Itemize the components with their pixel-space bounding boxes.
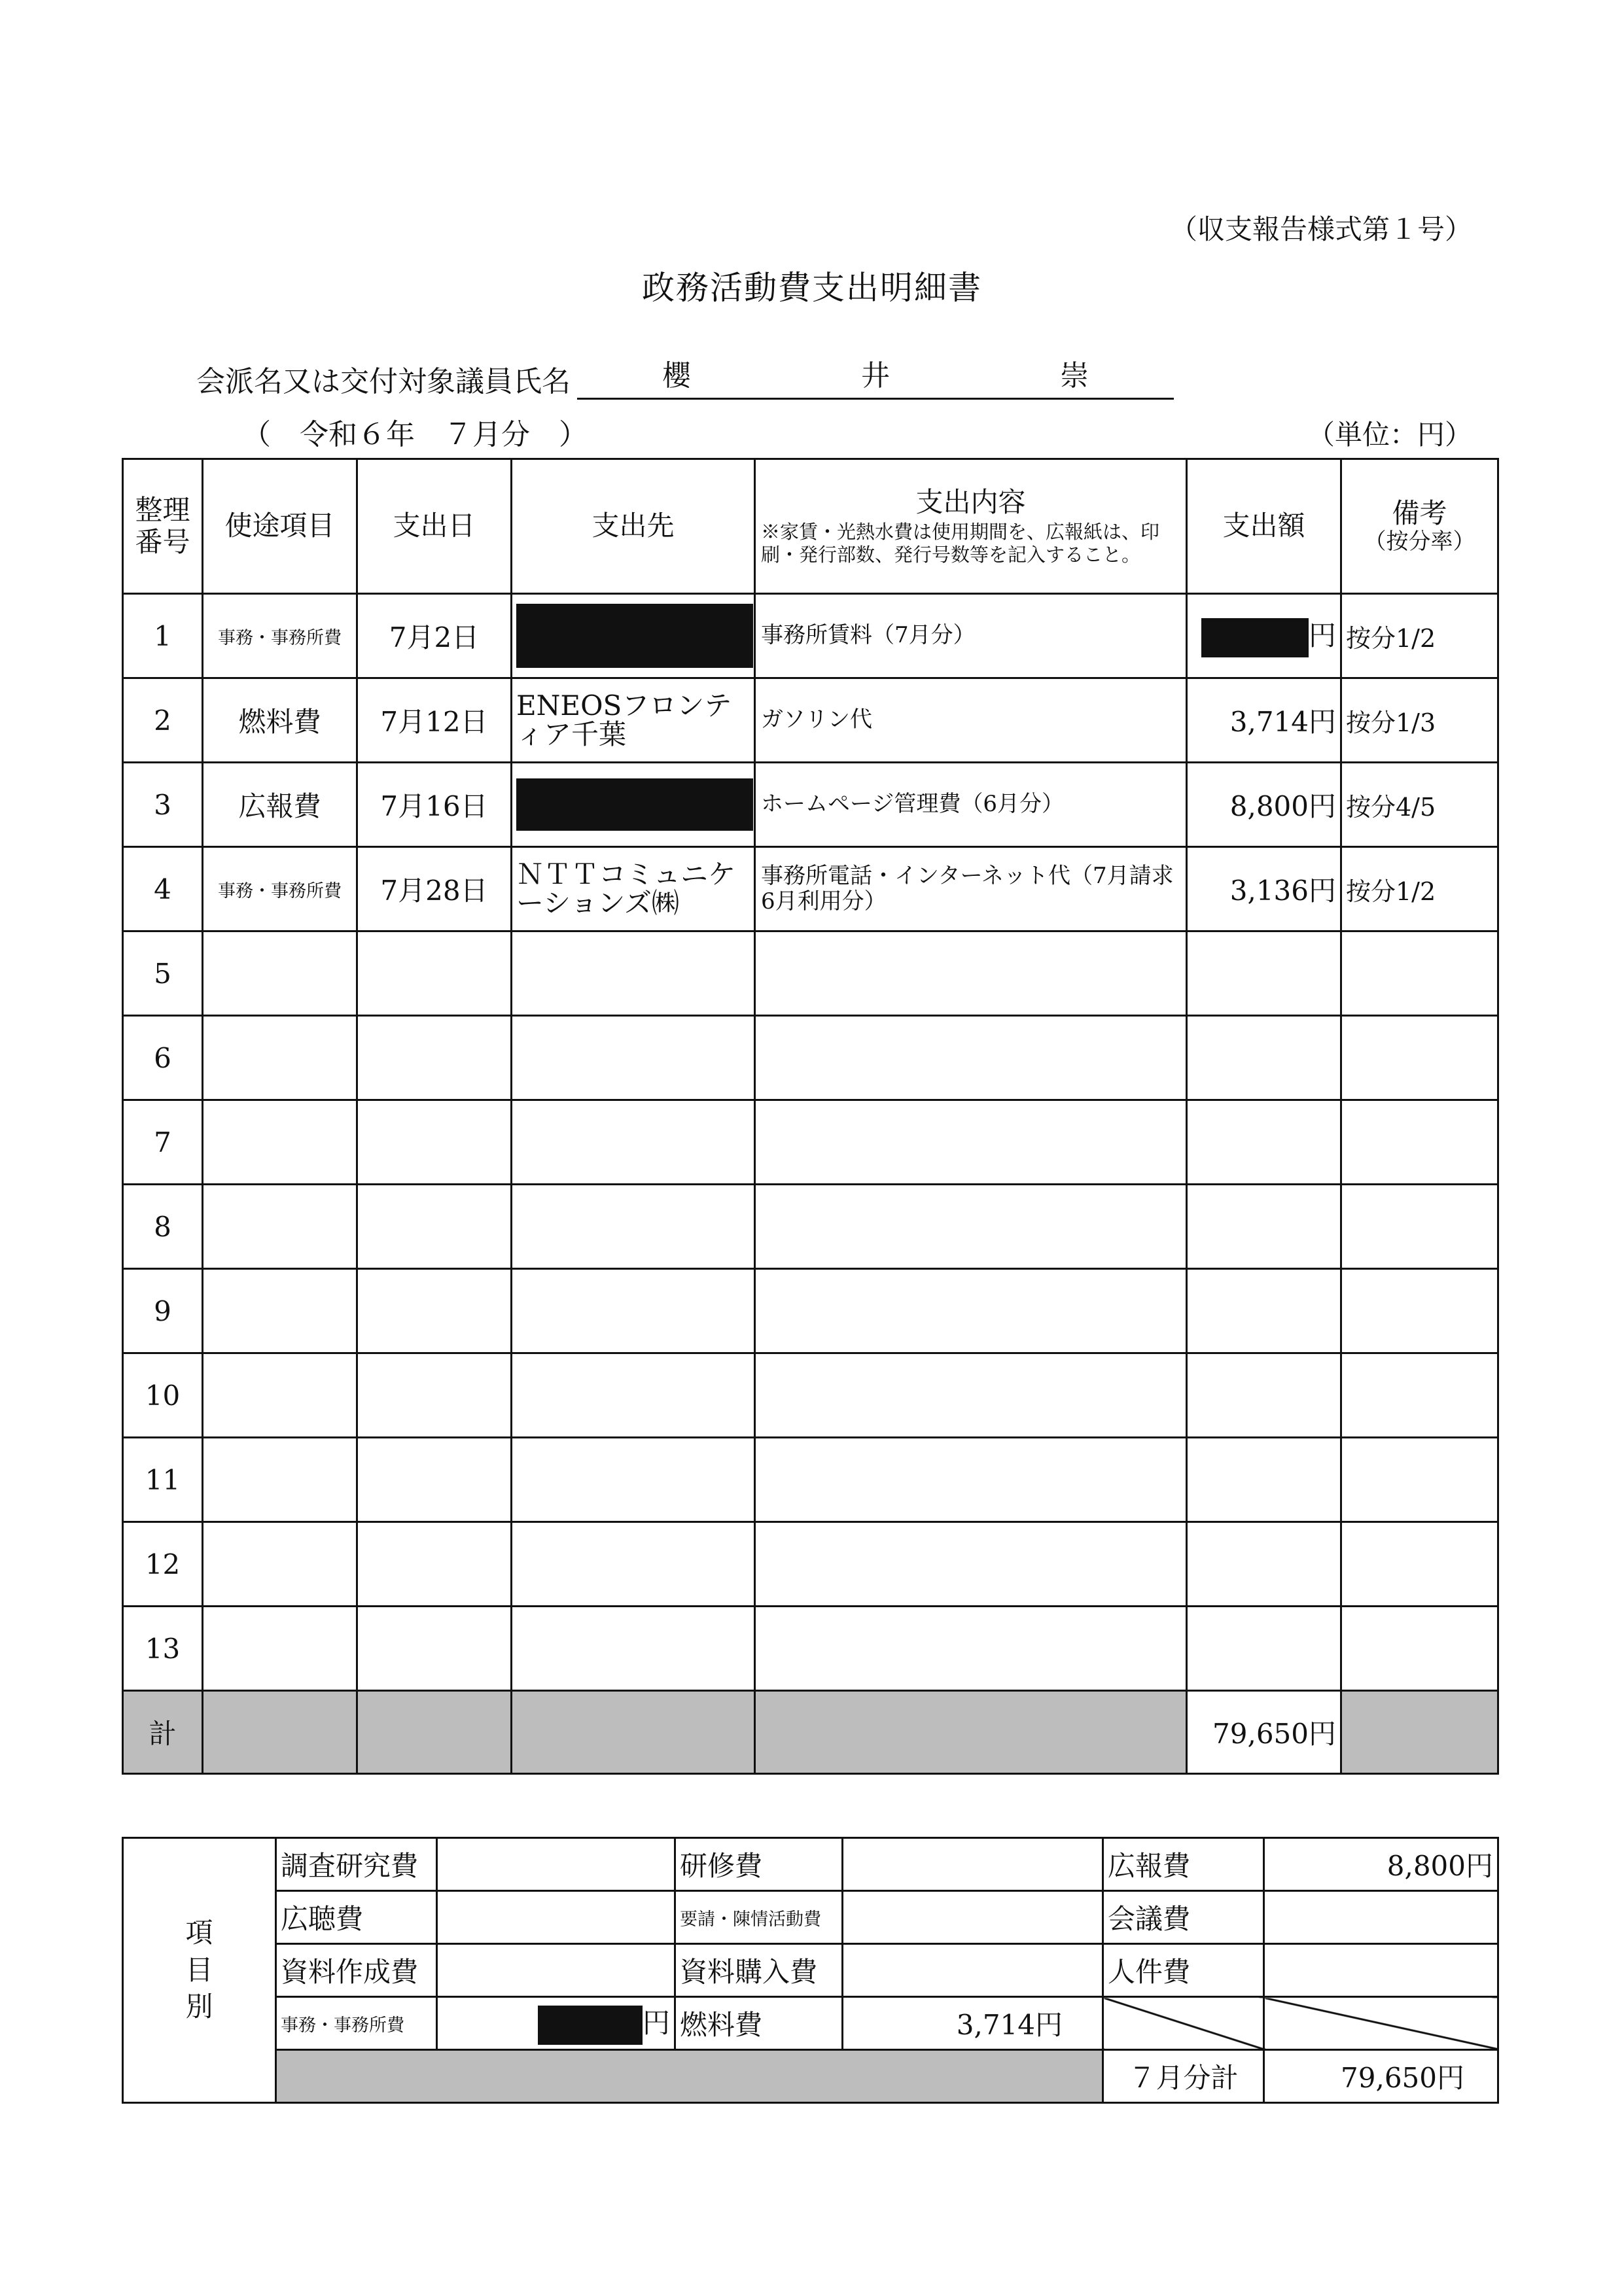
empty-cell xyxy=(512,1438,755,1522)
period: （ 令和６年 ７月分 ） xyxy=(242,418,588,451)
row-amount: 3,714円 xyxy=(1187,678,1341,763)
cat-label: 資料購入費 xyxy=(675,1944,843,1997)
shaded-cell xyxy=(276,2050,1103,2103)
cat-value xyxy=(843,1891,1103,1944)
row-remarks: 按分1/2 xyxy=(1341,847,1498,931)
row-content: ホームページ管理費（6月分） xyxy=(755,763,1187,847)
row-date: 7月16日 xyxy=(357,763,512,847)
empty-cell xyxy=(357,931,512,1016)
empty-cell xyxy=(357,1016,512,1100)
empty-cell xyxy=(755,1353,1187,1438)
cat-label: 会議費 xyxy=(1103,1891,1264,1944)
empty-cell xyxy=(203,1353,357,1438)
cat-value xyxy=(843,1838,1103,1891)
row-amount: 3,136円 xyxy=(1187,847,1341,931)
table-row xyxy=(123,847,1498,931)
table-row xyxy=(123,594,1498,678)
member-name xyxy=(577,352,1174,400)
empty-cell xyxy=(755,1607,1187,1691)
name-label: 会派名又は交付対象議員氏名 xyxy=(196,365,571,398)
empty-cell xyxy=(1187,1016,1341,1100)
empty-cell xyxy=(357,1185,512,1269)
cat-value xyxy=(437,1891,675,1944)
empty-cell xyxy=(512,1100,755,1185)
row-no: 5 xyxy=(123,931,203,1016)
row-amount xyxy=(1187,594,1341,678)
empty-cell xyxy=(512,1016,755,1100)
diagonal-cell xyxy=(1264,1997,1498,2050)
table-row xyxy=(123,1016,1498,1100)
empty-cell xyxy=(512,931,755,1016)
category-summary-table xyxy=(122,1837,1499,2104)
cat-label: 事務・事務所費 xyxy=(276,1997,437,2050)
table-row xyxy=(123,1522,1498,1607)
name-char: 井 xyxy=(861,359,890,392)
cat-value xyxy=(437,1997,675,2050)
empty-cell xyxy=(512,1522,755,1607)
empty-cell xyxy=(357,1522,512,1607)
row-amount: 8,800円 xyxy=(1187,763,1341,847)
row-payee xyxy=(512,594,755,678)
row-no: 12 xyxy=(123,1522,203,1607)
empty-cell xyxy=(1341,1100,1498,1185)
summary-row xyxy=(123,1891,1498,1944)
summary-total-row xyxy=(123,2050,1498,2103)
table-row xyxy=(123,1607,1498,1691)
row-no: 1 xyxy=(123,594,203,678)
cat-value xyxy=(437,1944,675,1997)
empty-cell xyxy=(512,1185,755,1269)
empty-cell xyxy=(1341,1185,1498,1269)
empty-cell xyxy=(1341,1269,1498,1353)
empty-cell xyxy=(755,1269,1187,1353)
cat-label: 広報費 xyxy=(1103,1838,1264,1891)
empty-cell xyxy=(203,1016,357,1100)
row-use: 燃料費 xyxy=(203,678,357,763)
row-content: 事務所賃料（7月分） xyxy=(755,594,1187,678)
empty-cell xyxy=(1341,1016,1498,1100)
cat-label: 資料作成費 xyxy=(276,1944,437,1997)
empty-cell xyxy=(1341,1522,1498,1607)
empty-cell xyxy=(755,1438,1187,1522)
cat-label: 広聴費 xyxy=(276,1891,437,1944)
empty-cell xyxy=(755,1016,1187,1100)
empty-cell xyxy=(203,1607,357,1691)
row-no: 10 xyxy=(123,1353,203,1438)
row-date: 7月12日 xyxy=(357,678,512,763)
col-remarks xyxy=(1341,459,1498,594)
empty-cell xyxy=(1341,931,1498,1016)
cat-value xyxy=(1264,1891,1498,1944)
table-row xyxy=(123,931,1498,1016)
cat-value: 8,800円 xyxy=(1264,1838,1498,1891)
row-no: 3 xyxy=(123,763,203,847)
empty-cell xyxy=(1187,931,1341,1016)
empty-cell xyxy=(512,1269,755,1353)
shaded-cell xyxy=(357,1691,512,1774)
empty-cell xyxy=(1341,1607,1498,1691)
cat-label: 要請・陳情活動費 xyxy=(675,1891,843,1944)
header-row xyxy=(123,459,1498,594)
name-row xyxy=(196,352,1174,400)
redaction-box xyxy=(1201,618,1309,657)
row-no: 7 xyxy=(123,1100,203,1185)
cat-label: 燃料費 xyxy=(675,1997,843,2050)
total-amount: 79,650円 xyxy=(1187,1691,1341,1774)
cat-value: 3,714円 xyxy=(843,1997,1103,2050)
row-no: 9 xyxy=(123,1269,203,1353)
row-remarks: 按分4/5 xyxy=(1341,763,1498,847)
remarks-sub: （按分率） xyxy=(1364,529,1475,555)
col-amount: 支出額 xyxy=(1187,459,1341,594)
remarks-title: 備考 xyxy=(1392,496,1447,529)
col-payee: 支出先 xyxy=(512,459,755,594)
table-row xyxy=(123,1438,1498,1522)
row-content: ガソリン代 xyxy=(755,678,1187,763)
col-content xyxy=(755,459,1187,594)
cat-label: 研修費 xyxy=(675,1838,843,1891)
empty-cell xyxy=(357,1100,512,1185)
shaded-cell xyxy=(203,1691,357,1774)
amount-unit: 円 xyxy=(642,2007,670,2039)
summary-row xyxy=(123,1838,1498,1891)
table-row xyxy=(123,1100,1498,1185)
empty-cell xyxy=(1341,1438,1498,1522)
row-date: 7月28日 xyxy=(357,847,512,931)
empty-cell xyxy=(203,931,357,1016)
empty-cell xyxy=(1187,1100,1341,1185)
cat-label: 人件費 xyxy=(1103,1944,1264,1997)
cat-value xyxy=(1264,1944,1498,1997)
row-payee: ENEOSフロンティア千葉 xyxy=(512,678,755,763)
row-use: 事務・事務所費 xyxy=(203,594,357,678)
table-row xyxy=(123,1353,1498,1438)
unit-label: （単位：円） xyxy=(1307,419,1472,451)
table-row xyxy=(123,1269,1498,1353)
empty-cell xyxy=(203,1522,357,1607)
empty-cell xyxy=(512,1353,755,1438)
content-note: ※家賃・光熱水費は使用期間を、広報紙は、印刷・発行部数、発行号数等を記入すること。 xyxy=(761,520,1160,566)
summary-row xyxy=(123,1944,1498,1997)
cat-label: 調査研究費 xyxy=(276,1838,437,1891)
row-no: 11 xyxy=(123,1438,203,1522)
empty-cell xyxy=(203,1100,357,1185)
table-row xyxy=(123,763,1498,847)
total-row xyxy=(123,1691,1498,1774)
table-row xyxy=(123,1185,1498,1269)
diagonal-cell xyxy=(1103,1997,1264,2050)
row-date: 7月2日 xyxy=(357,594,512,678)
shaded-cell xyxy=(1341,1691,1498,1774)
row-payee: ＮＴＴコミュニケーションズ㈱ xyxy=(512,847,755,931)
name-char: 崇 xyxy=(1060,359,1089,392)
empty-cell xyxy=(755,931,1187,1016)
empty-cell xyxy=(1187,1522,1341,1607)
total-label: 計 xyxy=(123,1691,203,1774)
form-number: （収支報告様式第１号） xyxy=(1169,213,1472,245)
row-no: 2 xyxy=(123,678,203,763)
col-date: 支出日 xyxy=(357,459,512,594)
empty-cell xyxy=(512,1607,755,1691)
row-no: 13 xyxy=(123,1607,203,1691)
empty-cell xyxy=(203,1438,357,1522)
empty-cell xyxy=(1187,1269,1341,1353)
empty-cell xyxy=(755,1185,1187,1269)
empty-cell xyxy=(357,1269,512,1353)
empty-cell xyxy=(1187,1185,1341,1269)
shaded-cell xyxy=(755,1691,1187,1774)
side-label: 項目別 xyxy=(123,1838,276,2103)
expenditure-table xyxy=(122,458,1499,1775)
redaction-box xyxy=(516,778,753,831)
row-remarks: 按分1/2 xyxy=(1341,594,1498,678)
summary-row xyxy=(123,1997,1498,2050)
shaded-cell xyxy=(512,1691,755,1774)
table-row xyxy=(123,678,1498,763)
row-payee xyxy=(512,763,755,847)
empty-cell xyxy=(357,1353,512,1438)
name-char: 櫻 xyxy=(662,359,691,392)
col-no: 整理番号 xyxy=(123,459,203,594)
col-use: 使途項目 xyxy=(203,459,357,594)
amount-unit: 円 xyxy=(1308,619,1336,652)
redaction-box xyxy=(538,2006,643,2045)
row-remarks: 按分1/3 xyxy=(1341,678,1498,763)
month-total-label: ７月分計 xyxy=(1103,2050,1264,2103)
cat-value xyxy=(843,1944,1103,1997)
row-content: 事務所電話・インターネット代（7月請求6月利用分） xyxy=(755,847,1187,931)
empty-cell xyxy=(203,1269,357,1353)
content-title: 支出内容 xyxy=(915,485,1026,518)
row-use: 広報費 xyxy=(203,763,357,847)
row-use: 事務・事務所費 xyxy=(203,847,357,931)
empty-cell xyxy=(357,1438,512,1522)
empty-cell xyxy=(1341,1353,1498,1438)
empty-cell xyxy=(1187,1353,1341,1438)
empty-cell xyxy=(1187,1438,1341,1522)
row-no: 4 xyxy=(123,847,203,931)
empty-cell xyxy=(357,1607,512,1691)
month-total-value: 79,650円 xyxy=(1264,2050,1498,2103)
empty-cell xyxy=(755,1522,1187,1607)
cat-value xyxy=(437,1838,675,1891)
empty-cell xyxy=(1187,1607,1341,1691)
redaction-box xyxy=(516,604,753,668)
page-title: 政務活動費支出明細書 xyxy=(642,269,982,307)
row-no: 8 xyxy=(123,1185,203,1269)
empty-cell xyxy=(203,1185,357,1269)
empty-cell xyxy=(755,1100,1187,1185)
row-no: 6 xyxy=(123,1016,203,1100)
